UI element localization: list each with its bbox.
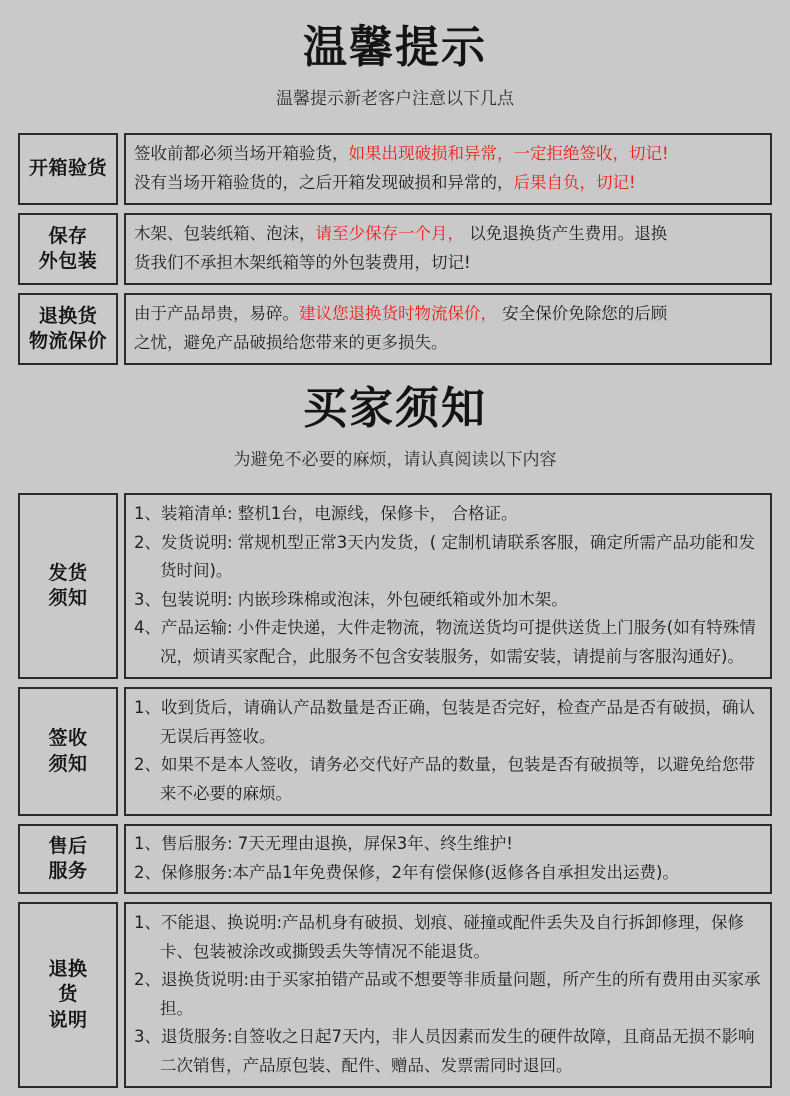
list-item: 4、产品运输: 小件走快递，大件走物流，物流送货均可提供送货上门服务(如有特殊情况，烦请买家配合，此服务不包含安装服务，如需安装，请提前与客服沟通好)。 <box>134 618 756 666</box>
row-body-after-sales <box>124 824 772 894</box>
row-label-line-2: 服务 <box>48 860 88 882</box>
notice-row-shipping <box>18 493 772 679</box>
notice-text-emphasis: 请至少保存一个月， <box>315 224 464 243</box>
section-2-title: 买家须知 <box>303 383 487 434</box>
list-item: 2、退换货说明:由于买家拍错产品或不想要等非质量问题，所产生的所有费用由买家承担。 <box>134 970 761 1018</box>
list-item: 1、装箱清单: 整机1台，电源线，保修卡， 合格证。 <box>134 504 518 523</box>
list-item: 3、包装说明: 内嵌珍珠棉或泡沫，外包硬纸箱或外加木架。 <box>134 589 568 609</box>
row-label-text <box>48 834 87 885</box>
notice-text-emphasis: 如果出现破损和异常，一定拒绝签收，切记! <box>348 144 669 163</box>
row-label-text <box>39 224 98 275</box>
row-label-line-1: 退换 <box>48 958 88 981</box>
row-label-line-1: 保存 <box>48 224 88 247</box>
row-body-inspect-on-delivery <box>124 133 772 205</box>
row-label-return-insurance <box>18 293 118 365</box>
row-label-line-1: 发货 <box>48 561 88 584</box>
notice-text: 签收前都必须当场开箱验货， <box>134 144 349 163</box>
notice-line <box>134 249 762 278</box>
notice-text: 由于产品昂贵，易碎。 <box>134 304 299 323</box>
row-label-line-3: 说明 <box>48 1008 88 1031</box>
row-label-shipping <box>18 493 118 679</box>
list-item: 1、售后服务: 7天无理由退换，屏保3年、终生维护! <box>134 834 513 853</box>
notice-row-inspect-on-delivery <box>18 133 772 205</box>
notice-row-return-policy <box>18 902 772 1088</box>
row-label-text <box>29 304 107 355</box>
section-2-header <box>0 365 790 469</box>
notice-text: 安全保价免除您的后顾 <box>497 304 668 323</box>
row-body-receiving <box>124 687 772 816</box>
row-label-line-2: 须知 <box>48 752 88 775</box>
row-label-keep-packaging <box>18 213 118 285</box>
notice-row-keep-packaging <box>18 213 772 285</box>
notice-line <box>134 169 762 198</box>
notice-text: 之忧，避免产品破损给您带来的更多损失。 <box>134 332 448 352</box>
list-item: 2、发货说明: 常规机型正常3天内发货，( 定制机请联系客服，确定所需产品功能和发货时间)。 <box>134 532 755 580</box>
row-label-line-2: 外包装 <box>38 250 98 272</box>
row-label-line-1: 售后 <box>48 834 88 857</box>
row-label-return-policy <box>18 902 118 1088</box>
notice-line <box>134 329 762 358</box>
section-1-title: 温馨提示 <box>303 22 487 73</box>
notice-text-emphasis: 后果自负，切记! <box>513 172 636 192</box>
row-label-text <box>48 561 87 612</box>
notice-text: 木架、包装纸箱、泡沫， <box>134 224 316 243</box>
row-label-line-2: 物流保价 <box>28 330 107 352</box>
list-item: 2、如果不是本人签收，请务必交代好产品的数量，包装是否有破损等，以避免给您带来不必要的麻烦。 <box>134 755 755 803</box>
row-body-return-policy <box>124 902 772 1088</box>
row-label-line-1: 签收 <box>48 727 88 750</box>
notice-line <box>134 140 762 169</box>
section-1-rows <box>0 133 790 365</box>
row-label-text <box>48 957 87 1033</box>
notice-text: 货我们不承担木架纸箱等的外包装费用，切记! <box>134 252 471 272</box>
list-item: 3、退货服务:自签收之日起7天内，非人员因素而发生的硬件故障，且商品无损不影响二次销售，产品原包装、配件、赠品、发票需同时退回。 <box>134 1027 755 1075</box>
notice-line <box>134 220 762 249</box>
section-2-rows <box>0 493 790 1088</box>
row-body-keep-packaging <box>124 213 772 285</box>
row-body-shipping <box>124 493 772 679</box>
notice-text: 没有当场开箱验货的，之后开箱发现破损和异常的， <box>134 172 514 192</box>
row-body-return-insurance <box>124 293 772 365</box>
notice-text: 以免退换货产生费用。退换 <box>464 224 668 243</box>
list-item: 1、不能退、换说明:产品机身有破损、划痕、碰撞或配件丢失及自行拆卸修理，保修卡、包装被涂改或撕毁丢失等情况不能退货。 <box>134 913 745 961</box>
list-item: 1、收到货后，请确认产品数量是否正确，包装是否完好，检查产品是否有破损，确认无误后再签收。 <box>134 698 755 746</box>
row-label-line-1: 退换货 <box>38 304 98 327</box>
notice-line <box>134 300 762 329</box>
notice-row-after-sales <box>18 824 772 894</box>
section-1-subtitle: 温馨提示新老客户注意以下几点 <box>276 89 514 109</box>
section-1-header <box>0 0 790 108</box>
row-label-text: 开箱验货 <box>28 157 107 180</box>
row-label-inspect-on-delivery <box>18 133 118 205</box>
row-label-after-sales <box>18 824 118 894</box>
list-item: 2、保修服务:本产品1年免费保修，2年有偿保修(返修各自承担发出运费)。 <box>134 862 679 882</box>
row-label-text <box>48 726 87 777</box>
row-label-line-2: 须知 <box>48 587 88 609</box>
row-label-line-2: 货 <box>58 983 78 1006</box>
notice-row-receiving <box>18 687 772 816</box>
section-2-subtitle: 为避免不必要的麻烦，请认真阅读以下内容 <box>233 450 557 470</box>
notice-row-return-insurance <box>18 293 772 365</box>
row-label-receiving <box>18 687 118 816</box>
notice-text-emphasis: 建议您退换货时物流保价， <box>299 304 497 323</box>
